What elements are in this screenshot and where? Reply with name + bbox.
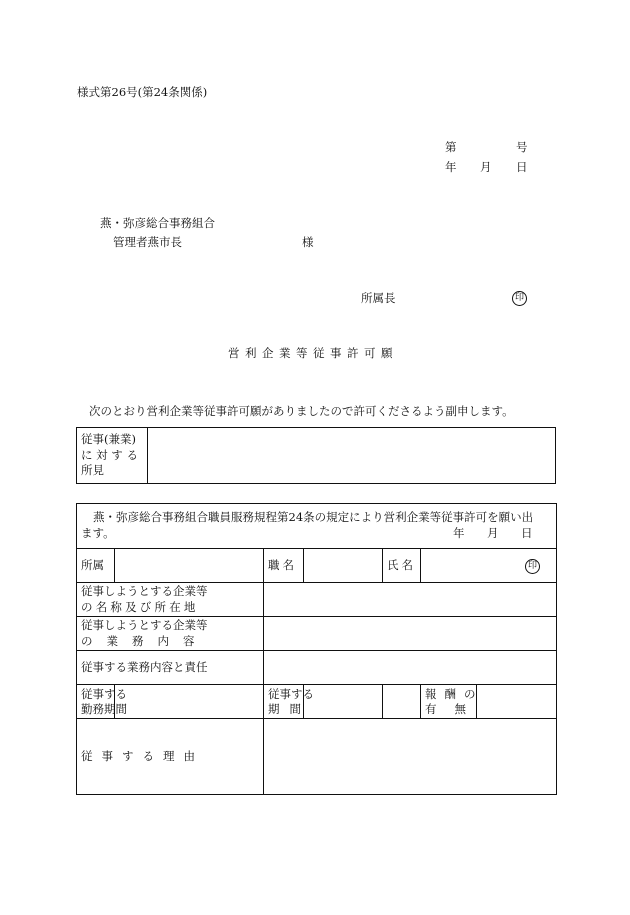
doc-number-suffix: 号: [516, 140, 528, 154]
position-field[interactable]: [304, 549, 383, 583]
addressee-honorific: 様: [302, 235, 314, 249]
opinion-field[interactable]: [148, 428, 556, 484]
date-day-label: 日: [516, 160, 528, 174]
affiliation-label: 所属: [77, 549, 115, 583]
company-business-label: 従事しようとする企業等 の業務内容: [77, 617, 264, 651]
application-statement: 燕・弥彦総合事務組合職員服務規程第24条の規定により営利企業等従事許可を願い出 ます。 年 月 日: [77, 504, 557, 549]
opinion-table: [76, 427, 556, 484]
sender-label: 所属長: [361, 291, 396, 305]
reward-field[interactable]: [477, 685, 557, 719]
work-period-label: 従事する 勤務期間: [77, 685, 115, 719]
work-period-field[interactable]: [115, 685, 264, 719]
document-title: 営利企業等従事許可願: [228, 346, 398, 360]
date-year-label: 年: [445, 160, 457, 174]
seal-icon: 印: [525, 559, 540, 574]
company-name-field[interactable]: [264, 583, 557, 617]
addressee-title: 管理者燕市長: [113, 235, 182, 249]
reward-label: 報酬の 有無: [421, 685, 477, 719]
duties-field[interactable]: [264, 651, 557, 685]
date-month-label: 月: [480, 160, 492, 174]
seal-icon: 印: [512, 291, 527, 306]
duties-label: 従事する業務内容と責任: [77, 651, 264, 685]
affiliation-field[interactable]: [115, 549, 264, 583]
period-field[interactable]: [304, 685, 383, 719]
name-label: 氏名: [383, 549, 421, 583]
position-label: 職名: [264, 549, 304, 583]
reason-field[interactable]: [264, 719, 557, 795]
company-business-field[interactable]: [264, 617, 557, 651]
body-text: 次のとおり営利企業等従事許可願がありましたので許可くださるよう副申します。: [89, 404, 514, 418]
reason-label: 従事する理由: [77, 719, 264, 795]
form-number: 様式第26号(第24条関係): [77, 85, 208, 99]
addressee-organization: 燕・弥彦総合事務組合: [100, 216, 215, 230]
application-table: [76, 503, 557, 795]
doc-number-label: 第: [445, 140, 457, 154]
opinion-label: 従事(兼業) に 対 す る 所見: [77, 428, 148, 484]
period-label: 従事する 期間: [264, 685, 304, 719]
company-name-label: 従事しようとする企業等 の名称及び所在地: [77, 583, 264, 617]
name-field[interactable]: [421, 549, 557, 583]
